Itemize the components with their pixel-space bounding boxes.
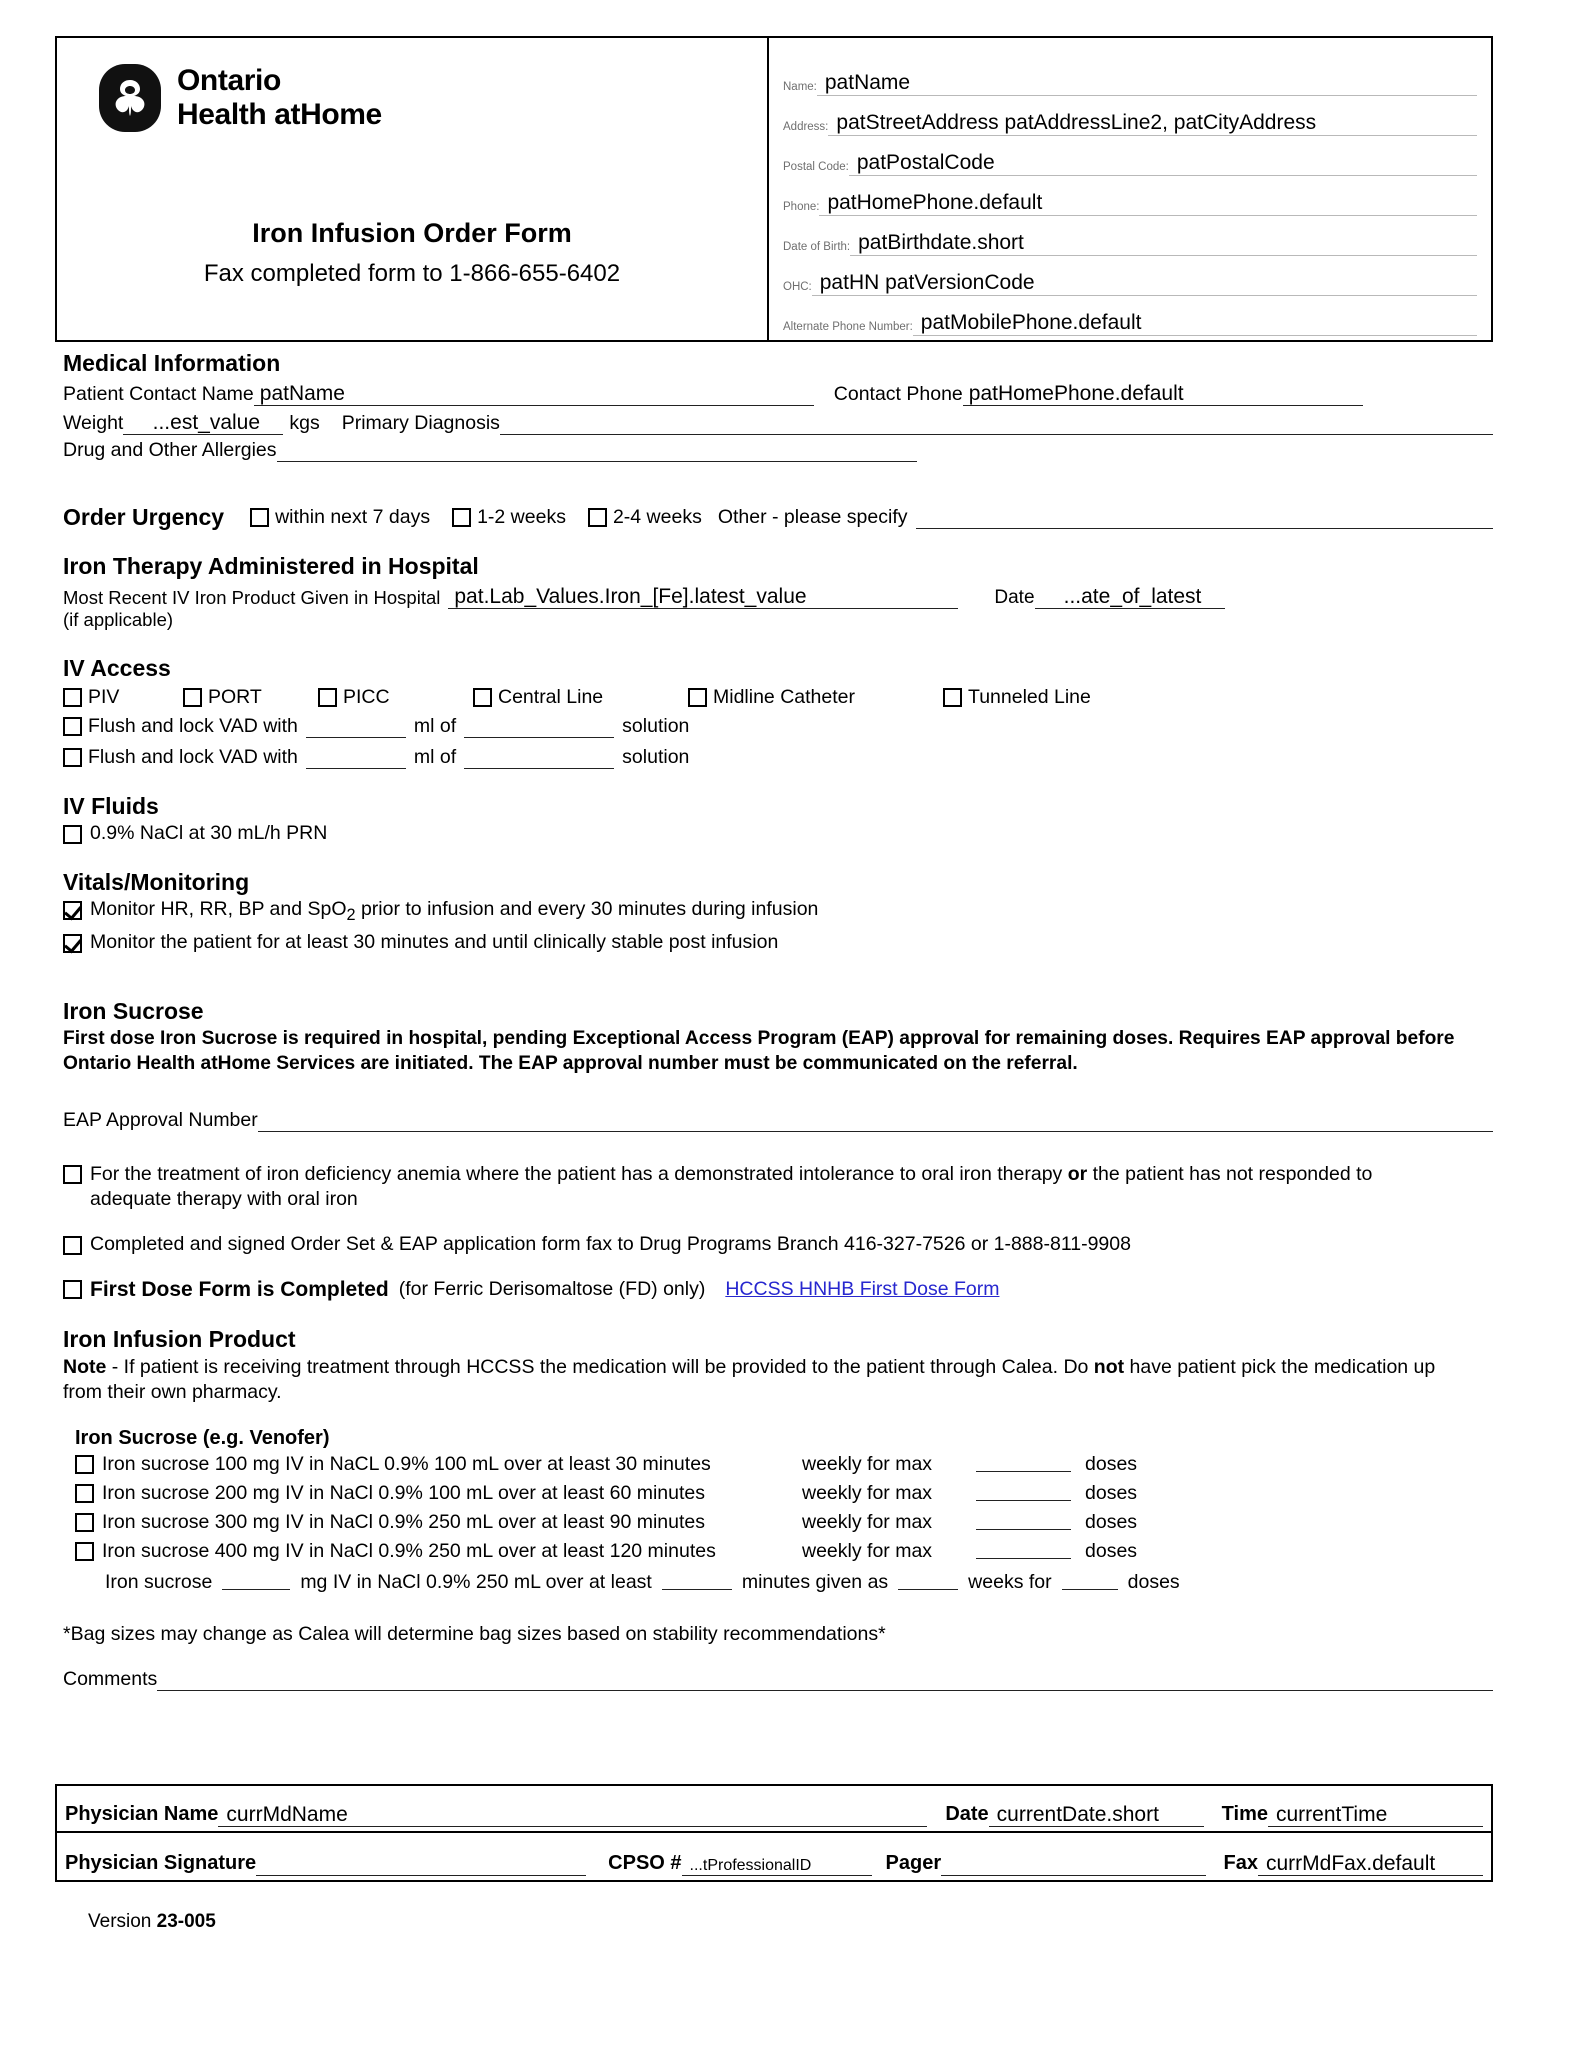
iv-access-label-midline-catheter: Midline Catheter — [713, 686, 855, 709]
vitals-option-post-infusion[interactable] — [55, 931, 1493, 954]
flush-lock-checkbox-1[interactable] — [63, 717, 82, 736]
hospital-date-label: Date — [994, 587, 1035, 609]
iv-access-option-piv[interactable] — [63, 686, 183, 709]
page-title: Iron Infusion Order Form — [252, 218, 572, 248]
patient-ohc-label: OHC: — [783, 281, 812, 293]
product-subheading-iron-sucrose: Iron Sucrose (e.g. Venofer) — [75, 1426, 330, 1449]
org-name-line1: Ontario — [177, 64, 281, 98]
trillium-icon — [99, 64, 161, 132]
patient-field-row — [783, 58, 1477, 96]
comments-label: Comments — [63, 1668, 158, 1691]
urgency-checkbox-2-4-weeks[interactable] — [588, 508, 607, 527]
product-doses-unit-200mg: doses — [1085, 1481, 1138, 1504]
product-freq-100mg: weekly for max — [802, 1452, 933, 1475]
iv-access-checkbox-central-line[interactable] — [473, 688, 492, 707]
flush-lock-amount-2[interactable] — [306, 747, 406, 769]
section-heading-vitals-monitoring: Vitals/Monitoring — [63, 869, 250, 896]
urgency-label-2-4-weeks: 2-4 weeks — [612, 506, 702, 529]
contact-phone-input[interactable]: patHomePhone.default — [963, 383, 1363, 406]
patient-field-row — [783, 98, 1477, 136]
flush-lock-prefix-1: Flush and lock VAD with — [88, 715, 298, 738]
physician-date-input[interactable]: currentDate.short — [989, 1804, 1204, 1827]
iron-sucrose-criteria-checkbox-2[interactable] — [63, 1236, 82, 1255]
comments-input[interactable] — [157, 1669, 1493, 1691]
custom-row-part-3: minutes given as — [741, 1571, 889, 1594]
physician-time-input[interactable]: currentTime — [1268, 1804, 1483, 1827]
iv-access-label-piv: PIV — [88, 686, 120, 709]
product-doses-input-300mg[interactable] — [976, 1515, 1071, 1530]
product-note-text-1: - If patient is receiving treatment through HCCSS the medication will be provided to the patient through Calea. Do — [106, 1355, 1094, 1378]
product-row[interactable] — [55, 1537, 1493, 1566]
product-freq-400mg: weekly for max — [802, 1539, 933, 1562]
section-heading-order-urgency: Order Urgency — [63, 504, 225, 531]
product-doses-input-200mg[interactable] — [976, 1486, 1071, 1501]
product-checkbox-100mg[interactable] — [75, 1455, 94, 1474]
patient-dob-label: Date of Birth: — [783, 241, 851, 253]
product-desc-400mg: Iron sucrose 400 mg IV in NaCl 0.9% 250 mL over at least 120 minutes — [102, 1539, 716, 1562]
flush-lock-mid-2: ml of — [413, 746, 457, 769]
patient-demographics-panel — [769, 38, 1491, 340]
allergies-row — [55, 439, 1493, 462]
section-heading-iron-sucrose: Iron Sucrose — [63, 998, 204, 1025]
fax-instruction: Fax completed form to 1-866-655-6402 — [203, 260, 621, 287]
physician-signature-input[interactable] — [256, 1875, 586, 1876]
form-version — [88, 1911, 216, 1933]
cpso-input[interactable]: ...tProfessionalID — [682, 1858, 872, 1876]
criteria-1-part-a: For the treatment of iron deficiency anemia where the patient has a demonstrated intolerance to oral iron therapy — [90, 1162, 1068, 1185]
patient-postal-code-label: Postal Code: — [783, 161, 849, 173]
section-heading-iv-access: IV Access — [63, 655, 171, 682]
iron-infusion-product-note — [55, 1355, 1445, 1405]
pager-label: Pager — [885, 1852, 942, 1874]
urgency-option-7-days[interactable] — [250, 506, 430, 529]
patient-field-row — [783, 298, 1477, 336]
physician-signature-row — [57, 1833, 1491, 1880]
iv-access-label-port: PORT — [208, 686, 262, 709]
vitals-checkbox-monitor-vitals[interactable] — [63, 901, 82, 920]
product-freq-300mg: weekly for max — [802, 1510, 933, 1533]
criteria-1-or: or — [1067, 1162, 1088, 1185]
first-dose-form-link[interactable]: HCCSS HNHB First Dose Form — [725, 1278, 1000, 1301]
patient-field-row — [783, 218, 1477, 256]
patient-contact-name-input[interactable]: patName — [254, 383, 814, 406]
flush-lock-suffix-1: solution — [622, 715, 690, 738]
org-logo — [99, 64, 382, 132]
eap-approval-number-input[interactable] — [258, 1110, 1493, 1132]
first-dose-form-sublabel: (for Ferric Derisomaltose (FD) only) — [398, 1278, 706, 1301]
product-doses-unit-100mg: doses — [1085, 1452, 1138, 1475]
flush-lock-solution-1[interactable] — [464, 716, 614, 738]
custom-row-part-5: doses — [1127, 1571, 1180, 1594]
iron-sucrose-criteria-checkbox-1[interactable] — [63, 1165, 82, 1184]
vitals-label-post-infusion: Monitor the patient for at least 30 minutes and until clinically stable post infusion — [90, 931, 779, 954]
urgency-checkbox-7-days[interactable] — [250, 508, 269, 527]
product-doses-input-400mg[interactable] — [976, 1544, 1071, 1559]
iv-access-option-tunneled-line[interactable] — [943, 686, 1091, 709]
hospital-product-row — [55, 586, 1493, 609]
patient-address-label: Address: — [783, 121, 829, 133]
primary-diagnosis-label: Primary Diagnosis — [341, 412, 500, 435]
product-freq-200mg: weekly for max — [802, 1481, 933, 1504]
vitals-label-monitor-vitals-post: prior to infusion and every 30 minutes during infusion — [355, 898, 819, 921]
urgency-option-1-2-weeks[interactable] — [452, 506, 566, 529]
urgency-other-label: Other - please specify — [717, 506, 908, 529]
physician-name-row — [57, 1786, 1491, 1833]
vitals-checkbox-post-infusion[interactable] — [63, 934, 82, 953]
iv-access-option-midline-catheter[interactable] — [688, 686, 943, 709]
weight-diagnosis-row — [55, 412, 1493, 435]
comments-row — [55, 1668, 1493, 1691]
patient-address-value[interactable]: patStreetAddress patAddressLine2, patCityAddress — [828, 112, 1477, 136]
patient-phone-value[interactable]: patHomePhone.default — [819, 192, 1477, 216]
iv-access-option-port[interactable] — [183, 686, 318, 709]
section-heading-iv-fluids: IV Fluids — [63, 793, 159, 820]
hospital-product-label: Most Recent IV Iron Product Given in Hospital — [63, 587, 441, 609]
patient-field-row — [783, 138, 1477, 176]
flush-lock-row-2 — [55, 746, 1493, 769]
weight-label: Weight — [63, 412, 124, 435]
urgency-label-1-2-weeks: 1-2 weeks — [477, 506, 566, 529]
allergies-input[interactable] — [277, 440, 917, 462]
iv-fluids-option-nacl[interactable] — [55, 822, 1493, 845]
fax-input[interactable]: currMdFax.default — [1258, 1853, 1483, 1876]
product-note-bold-label: Note — [63, 1355, 107, 1378]
iv-access-checkbox-port[interactable] — [183, 688, 202, 707]
physician-date-label: Date — [945, 1803, 989, 1825]
version-number: 23-005 — [156, 1911, 216, 1932]
product-doses-unit-300mg: doses — [1085, 1510, 1138, 1533]
vitals-label-spo2-subscript: 2 — [346, 906, 356, 925]
patient-name-label: Name: — [783, 81, 817, 93]
header-branding-panel — [57, 38, 769, 340]
custom-row-minutes-input[interactable] — [662, 1575, 732, 1590]
custom-row-part-4: weeks for — [968, 1571, 1052, 1594]
weight-unit-label: kgs — [289, 412, 320, 435]
iron-sucrose-criteria-option-1[interactable] — [55, 1162, 1455, 1213]
primary-diagnosis-input[interactable] — [500, 413, 1493, 435]
first-dose-form-option[interactable] — [55, 1278, 1493, 1302]
section-heading-iron-infusion-product: Iron Infusion Product — [63, 1325, 296, 1352]
patient-alt-phone-label: Alternate Phone Number: — [783, 321, 913, 333]
flush-lock-amount-1[interactable] — [306, 716, 406, 738]
product-checkbox-200mg[interactable] — [75, 1484, 94, 1503]
flush-lock-prefix-2: Flush and lock VAD with — [88, 746, 298, 769]
first-dose-form-checkbox[interactable] — [63, 1280, 82, 1299]
eap-approval-number-label: EAP Approval Number — [63, 1108, 258, 1131]
patient-name-value[interactable]: patName — [817, 72, 1477, 96]
iron-sucrose-criteria-option-2[interactable] — [55, 1233, 1493, 1256]
product-doses-input-100mg[interactable] — [976, 1457, 1071, 1472]
physician-time-label: Time — [1221, 1803, 1268, 1825]
urgency-checkbox-1-2-weeks[interactable] — [452, 508, 471, 527]
cpso-label: CPSO # — [608, 1852, 682, 1874]
org-name-line2: Health atHome — [177, 98, 382, 131]
iv-access-checkbox-tunneled-line[interactable] — [943, 688, 962, 707]
flush-lock-row-1 — [55, 715, 1493, 738]
product-checkbox-300mg[interactable] — [75, 1513, 94, 1532]
hospital-date-input[interactable]: ...ate_of_latest — [1035, 586, 1225, 609]
iv-access-label-central-line: Central Line — [498, 686, 604, 709]
iv-access-option-central-line[interactable] — [473, 686, 688, 709]
physician-name-input[interactable]: currMdName — [218, 1804, 927, 1827]
form-header — [55, 36, 1493, 342]
version-label: Version — [88, 1911, 152, 1932]
patient-contact-name-label: Patient Contact Name — [63, 383, 254, 406]
product-doses-unit-400mg: doses — [1085, 1539, 1138, 1562]
bag-size-footnote: *Bag sizes may change as Calea will determine bag sizes based on stability recommendations* — [63, 1622, 886, 1645]
weight-input[interactable]: ...est_value — [123, 412, 283, 435]
iv-access-checkbox-picc[interactable] — [318, 688, 337, 707]
flush-lock-solution-2[interactable] — [464, 747, 614, 769]
product-desc-300mg: Iron sucrose 300 mg IV in NaCl 0.9% 250 mL over at least 90 minutes — [102, 1510, 705, 1533]
product-note-text-2: have patient pick the medication up from their own pharmacy. — [63, 1355, 1436, 1403]
patient-field-row — [783, 258, 1477, 296]
section-heading-medical-information: Medical Information — [63, 350, 281, 376]
physician-signature-label: Physician Signature — [65, 1852, 257, 1874]
product-checkbox-400mg[interactable] — [75, 1542, 94, 1561]
custom-row-doses-input[interactable] — [1062, 1575, 1118, 1590]
form-body — [55, 350, 1493, 1691]
criteria-1-part-b: the patient has not responded to adequate therapy with oral iron — [90, 1162, 1373, 1211]
patient-dob-value[interactable]: patBirthdate.short — [850, 232, 1477, 256]
pager-input[interactable] — [941, 1875, 1205, 1876]
product-desc-100mg: Iron sucrose 100 mg IV in NaCL 0.9% 100 mL over at least 30 minutes — [102, 1452, 711, 1475]
flush-lock-checkbox-2[interactable] — [63, 748, 82, 767]
patient-postal-code-value[interactable]: patPostalCode — [849, 152, 1477, 176]
hospital-product-sublabel: (if applicable) — [63, 609, 174, 631]
physician-signature-block — [55, 1784, 1493, 1882]
product-desc-200mg: Iron sucrose 200 mg IV in NaCl 0.9% 100 mL over at least 60 minutes — [102, 1481, 705, 1504]
org-name — [177, 64, 382, 131]
custom-row-weeks-input[interactable] — [898, 1575, 958, 1590]
iv-fluids-checkbox-nacl[interactable] — [63, 825, 82, 844]
urgency-label-7-days: within next 7 days — [275, 506, 431, 529]
contact-phone-label: Contact Phone — [833, 383, 963, 406]
vitals-label-monitor-vitals — [90, 898, 818, 925]
iv-access-checkbox-midline-catheter[interactable] — [688, 688, 707, 707]
product-row[interactable] — [55, 1508, 1493, 1537]
iv-access-options-row — [55, 686, 1493, 709]
iv-access-option-picc[interactable] — [318, 686, 473, 709]
iv-access-label-tunneled-line: Tunneled Line — [968, 686, 1091, 709]
patient-field-row — [783, 178, 1477, 216]
custom-row-part-2: mg IV in NaCl 0.9% 250 mL over at least — [300, 1571, 652, 1594]
vitals-label-monitor-vitals-pre: Monitor HR, RR, BP and SpO — [90, 898, 347, 921]
iron-sucrose-criteria-text-2: Completed and signed Order Set & EAP application form fax to Drug Programs Branch 416-327-7526 or 1-888-811-9908 — [90, 1232, 1131, 1255]
product-custom-row[interactable] — [55, 1566, 1493, 1600]
hospital-product-input[interactable]: pat.Lab_Values.Iron_[Fe].latest_value — [448, 586, 958, 609]
product-note-bold-not: not — [1093, 1355, 1125, 1378]
fax-label: Fax — [1223, 1852, 1258, 1874]
iv-access-checkbox-piv[interactable] — [63, 688, 82, 707]
flush-lock-suffix-2: solution — [622, 746, 690, 769]
flush-lock-mid-1: ml of — [413, 715, 457, 738]
patient-phone-label: Phone: — [783, 201, 820, 213]
patient-alt-phone-value[interactable]: patMobilePhone.default — [913, 312, 1477, 336]
vitals-option-monitor-vitals[interactable] — [55, 898, 1493, 925]
iv-fluids-label-nacl: 0.9% NaCl at 30 mL/h PRN — [90, 822, 328, 845]
custom-row-mg-input[interactable] — [222, 1575, 290, 1590]
section-heading-hospital-iron-therapy: Iron Therapy Administered in Hospital — [63, 553, 479, 580]
eap-approval-row — [55, 1109, 1493, 1132]
product-row[interactable] — [55, 1450, 1493, 1479]
first-dose-form-label: First Dose Form is Completed — [90, 1277, 389, 1301]
urgency-other-input[interactable] — [916, 507, 1494, 529]
iv-access-label-picc: PICC — [343, 686, 390, 709]
iron-sucrose-criteria-text-1 — [90, 1162, 1455, 1213]
order-urgency-row — [55, 504, 1493, 531]
iron-sucrose-eap-note: First dose Iron Sucrose is required in hospital, pending Exceptional Access Program (EAP) approval for remaining doses. Requires EAP approval before Ontario Health atHome Services are initiated. The EAP approval number must be communicated on the referral. — [63, 1028, 1455, 1074]
custom-row-part-1: Iron sucrose — [105, 1571, 213, 1594]
allergies-label: Drug and Other Allergies — [63, 439, 277, 462]
patient-ohc-value[interactable]: patHN patVersionCode — [812, 272, 1477, 296]
physician-name-label: Physician Name — [65, 1803, 219, 1825]
patient-contact-row — [55, 383, 1493, 406]
urgency-option-2-4-weeks[interactable] — [588, 506, 702, 529]
product-row[interactable] — [55, 1479, 1493, 1508]
